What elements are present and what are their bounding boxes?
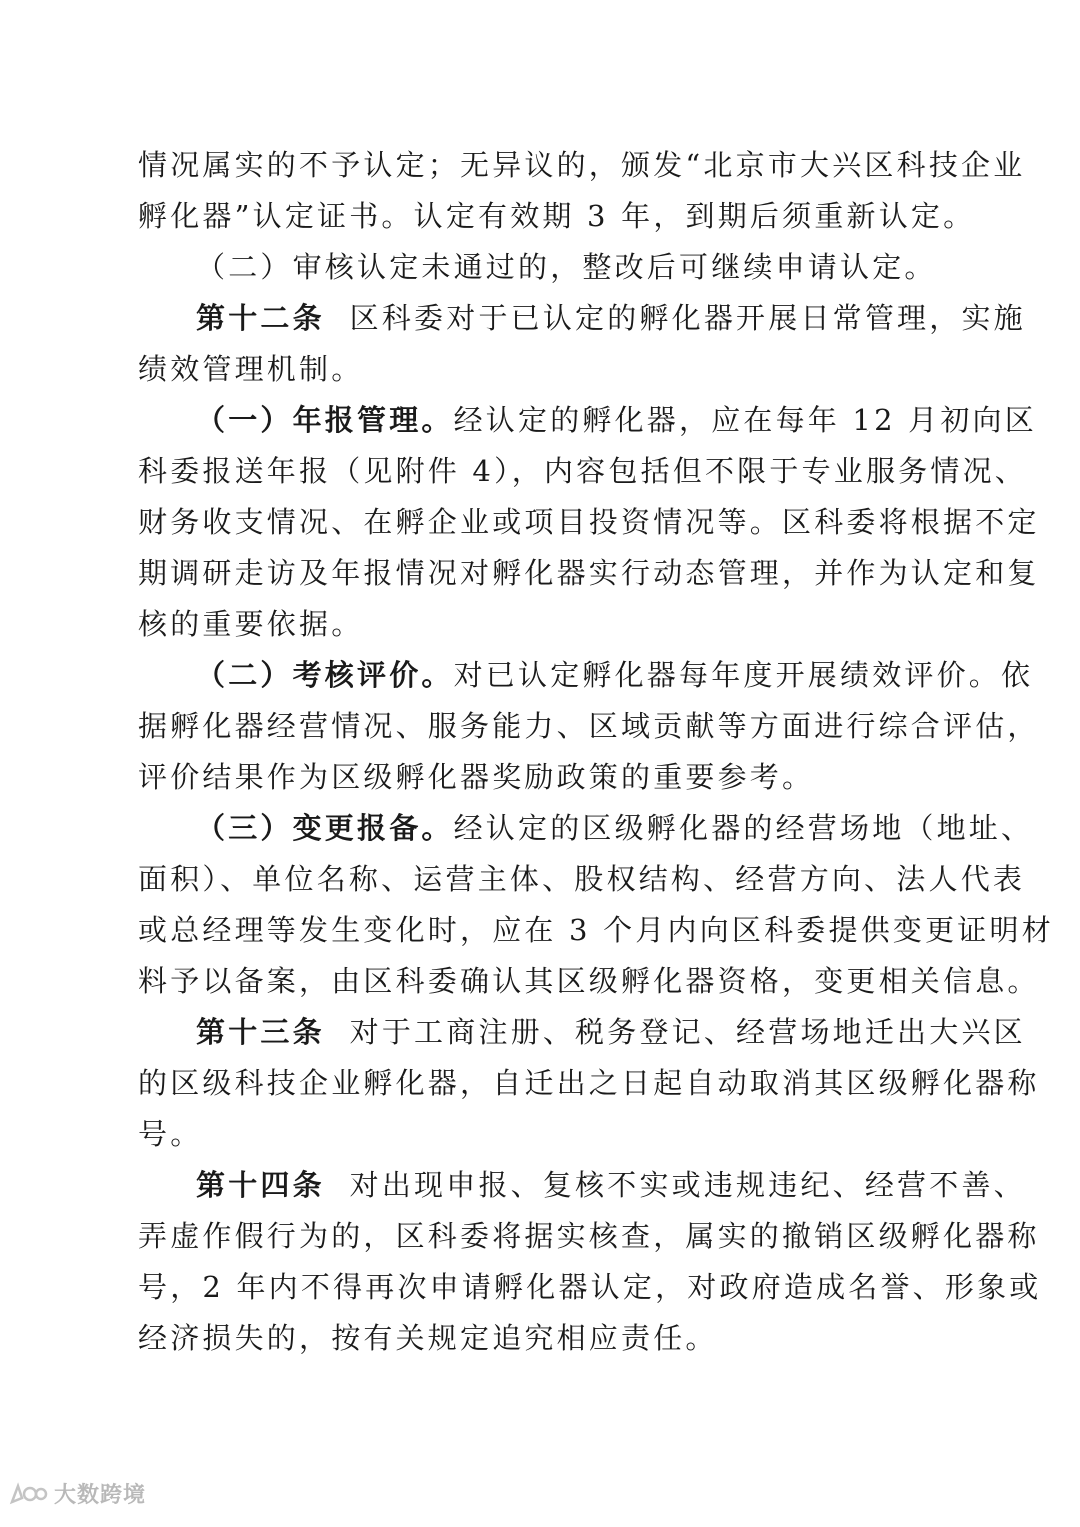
text-line — [138, 905, 1054, 956]
text-line — [138, 1007, 1026, 1058]
text-line — [138, 242, 938, 293]
body-text: 科委报送年报（见附件 4），内容包括但不限于专业服务情况、 — [138, 454, 1027, 488]
section-heading: 第十四条 — [196, 1168, 325, 1202]
body-text: 经认定的区级孵化器的经营场地（地址、 — [453, 811, 1034, 845]
section-heading: （二）考核评价。 — [196, 658, 454, 692]
body-text: 情况属实的不予认定；无异议的，颁发“北京市大兴区科技企业 — [138, 148, 1026, 182]
section-heading: 第十三条 — [196, 1015, 325, 1049]
text-line — [138, 1058, 1040, 1109]
section-heading: （三）变更报备。 — [196, 811, 454, 845]
body-text: 期调研走访及年报情况对孵化器实行动态管理，并作为认定和复 — [138, 556, 1040, 590]
text-line — [138, 191, 976, 242]
body-text: 核的重要依据。 — [138, 607, 364, 641]
body-text: 绩效管理机制。 — [138, 352, 364, 386]
body-text: 对于工商注册、税务登记、经营场地迁出大兴区 — [324, 1015, 1026, 1049]
text-line — [138, 701, 1040, 752]
watermark — [8, 1478, 146, 1509]
body-text: 或总经理等发生变化时，应在 3 个月内向区科委提供变更证明材 — [138, 913, 1054, 947]
body-text: 的区级科技企业孵化器，自迁出之日起自动取消其区级孵化器称 — [138, 1066, 1040, 1100]
text-line — [138, 1109, 938, 1160]
text-line — [138, 140, 1026, 191]
text-line — [138, 1313, 938, 1364]
body-text: 经认定的孵化器，应在每年 12 月初向区 — [453, 403, 1037, 437]
body-text: 号。 — [138, 1117, 203, 1151]
text-line — [138, 446, 1027, 497]
body-text: 评价结果作为区级孵化器奖励政策的重要参考。 — [138, 760, 815, 794]
text-line — [138, 803, 1034, 854]
body-text: 对出现申报、复核不实或违规违纪、经营不善、 — [324, 1168, 1026, 1202]
body-text: （二）审核认定未通过的，整改后可继续申请认定。 — [196, 250, 937, 284]
body-text: 弄虚作假行为的，区科委将据实核查，属实的撤销区级孵化器称 — [138, 1219, 1040, 1253]
body-text: 经济损失的，按有关规定追究相应责任。 — [138, 1321, 718, 1355]
body-text: 号，2 年内不得再次申请孵化器认定，对政府造成名誉、形象或 — [138, 1270, 1042, 1304]
body-text: 孵化器”认定证书。认定有效期 3 年，到期后须重新认定。 — [138, 199, 976, 233]
text-line — [138, 497, 1040, 548]
body-text: 据孵化器经营情况、服务能力、区域贡献等方面进行综合评估， — [138, 709, 1040, 743]
text-line — [138, 1211, 1040, 1262]
body-text: 财务收支情况、在孵企业或项目投资情况等。区科委将根据不定 — [138, 505, 1040, 539]
section-heading: 第十二条 — [196, 301, 325, 335]
text-line — [138, 599, 938, 650]
watermark-text: 大数跨境 — [54, 1483, 147, 1508]
text-line — [138, 548, 1040, 599]
text-line — [138, 752, 938, 803]
body-text: 对已认定孵化器每年度开展绩效评价。依 — [453, 658, 1034, 692]
watermark-logo-icon — [8, 1480, 48, 1508]
body-text: 料予以备案，由区科委确认其区级孵化器资格，变更相关信息。 — [138, 964, 1040, 998]
body-text: 面积）、单位名称、运营主体、股权结构、经营方向、法人代表 — [138, 862, 1026, 896]
body-text: 区科委对于已认定的孵化器开展日常管理，实施 — [324, 301, 1026, 335]
text-line — [138, 650, 1034, 701]
text-line — [138, 344, 938, 395]
text-line — [138, 1262, 1042, 1313]
text-line — [138, 854, 1026, 905]
document-body — [138, 140, 1054, 1364]
text-line — [138, 293, 1026, 344]
text-line — [138, 956, 1040, 1007]
section-heading: （一）年报管理。 — [196, 403, 454, 437]
text-line — [138, 1160, 1026, 1211]
text-line — [138, 395, 1037, 446]
